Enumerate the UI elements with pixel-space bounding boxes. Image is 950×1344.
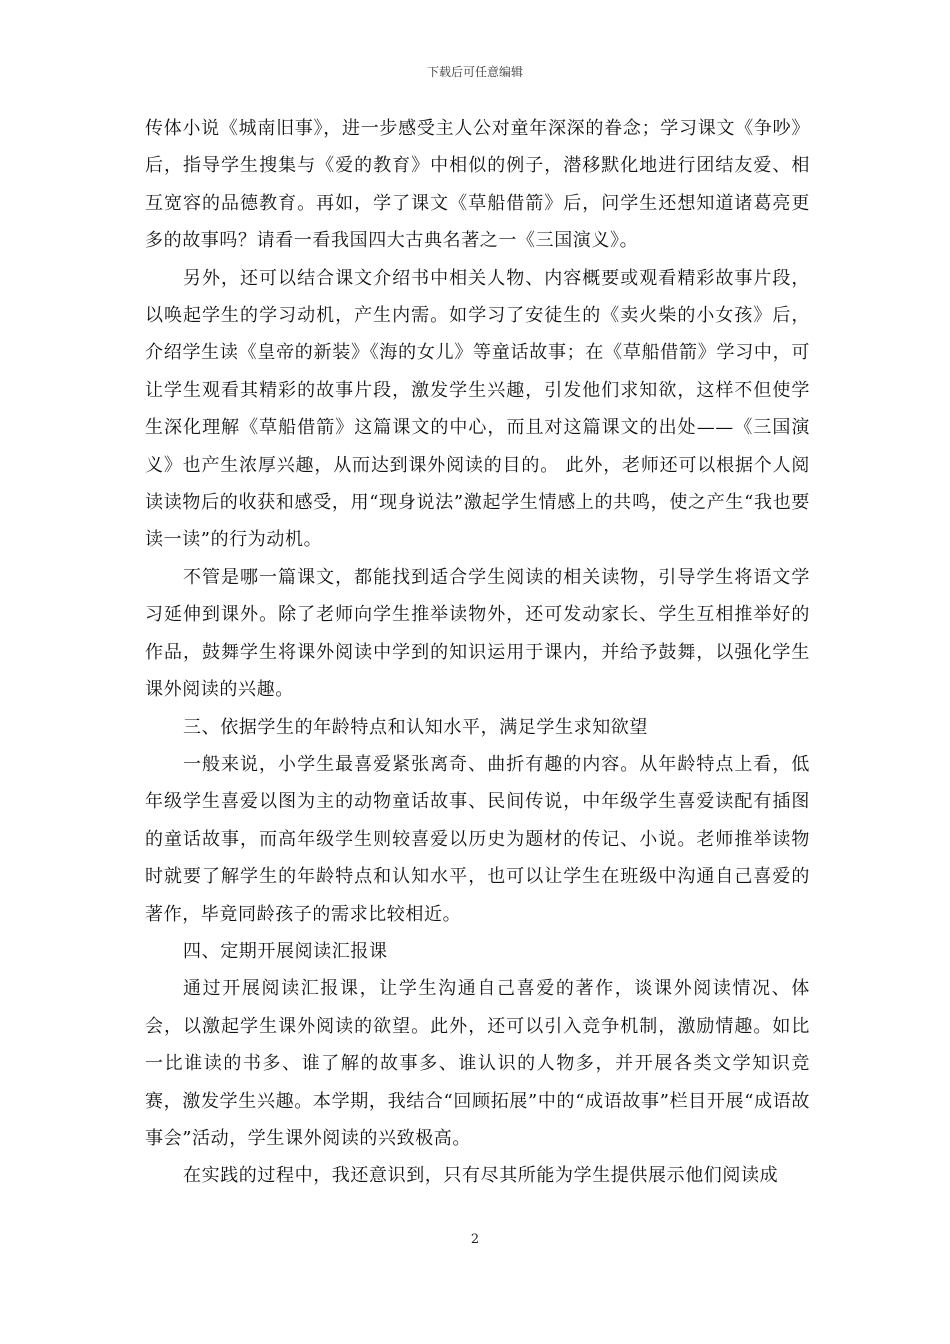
paragraph: 通过开展阅读汇报课，让学生沟通自己喜爱的著作，谈课外阅读情况、体会，以激起学生课外阅读的欲望。此外，还可以引入竞争机制，激励情趣。如比一比谁读的书多、谁了解的故事多、谁认识的人物多，并开展各类文学知识竞赛，激发学生兴趣。本学期，我结合“回顾拓展”中的“成语故事”栏目开展“成语故事会”活动，学生课外阅读的兴致极高。 <box>145 978 810 1149</box>
paragraph: 在实践的过程中，我还意识到，只有尽其所能为学生提供展示他们阅读成 <box>183 1165 779 1187</box>
document-body <box>145 110 810 1195</box>
section-heading-3: 三、依据学生的年龄特点和认知水平，满足学生求知欲望 <box>183 716 648 738</box>
page-header <box>0 64 950 80</box>
page-footer <box>0 1232 950 1248</box>
header-note: 下载后可任意编辑 <box>426 65 523 79</box>
paragraph: 另外，还可以结合课文介绍书中相关人物、内容概要或观看精彩故事片段，以唤起学生的学习动机，产生内需。如学习了安徒生的《卖火柴的小女孩》后，介绍学生读《皇帝的新装》《海的女儿》等童话故事；在《草船借箭》学习中，可让学生观看其精彩的故事片段，激发学生兴趣，引发他们求知欲，这样不但使学生深化理解《草船借箭》这篇课文的中心，而且对这篇课文的出处——《三国演义》也产生浓厚兴趣，从而达到课外阅读的目的。 此外，老师还可以根据个人阅读读物后的收获和感受，用“现身说法”激起学生情感上的共鸣，使之产生“我也要读一读”的行为动机。 <box>145 267 810 551</box>
page-number: 2 <box>470 1232 480 1247</box>
paragraph-continued: 传体小说《城南旧事》，进一步感受主人公对童年深深的眷念；学习课文《争吵》后，指导学生搜集与《爱的教育》中相似的例子，潜移默化地进行团结友爱、相互宽容的品德教育。再如，学了课文《草船借箭》后，问学生还想知道诸葛亮更多的故事吗？请看一看我国四大古典名著之一《三国演义》。 <box>145 118 810 252</box>
paragraph: 不管是哪一篇课文，都能找到适合学生阅读的相关读物，引导学生将语文学习延伸到课外。除了老师向学生推举读物外，还可发动家长、学生互相推举好的作品，鼓舞学生将课外阅读中学到的知识运用于课内，并给予鼓舞，以强化学生课外阅读的兴趣。 <box>145 566 810 701</box>
section-heading-4: 四、定期开展阅读汇报课 <box>183 940 388 962</box>
paragraph: 一般来说，小学生最喜爱紧张离奇、曲折有趣的内容。从年龄特点上看，低年级学生喜爱以图为主的动物童话故事、民间传说，中年级学生喜爱读配有插图的童话故事，而高年级学生则较喜爱以历史为题材的传记、小说。老师推举读物时就要了解学生的年龄特点和认知水平，也可以让学生在班级中沟通自己喜爱的著作，毕竟同龄孩子的需求比较相近。 <box>145 753 810 925</box>
